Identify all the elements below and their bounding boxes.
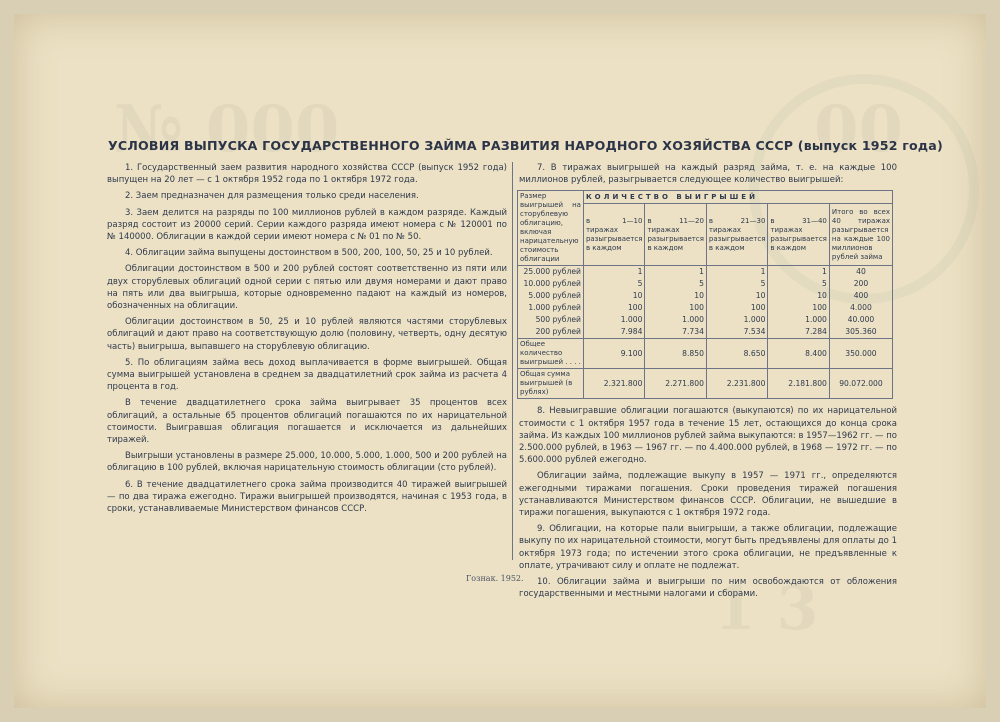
table-cell: 100 bbox=[706, 302, 767, 314]
table-cell: 10 bbox=[645, 290, 706, 302]
table-cell: 100 bbox=[583, 302, 644, 314]
table-cell-total: 40.000 bbox=[829, 314, 892, 326]
table-header-col: в 31—40 тиражах разыгрывается в каждом bbox=[768, 204, 829, 266]
table-row-total-count bbox=[518, 339, 893, 369]
table-header-count: КОЛИЧЕСТВО ВЫИГРЫШЕЙ bbox=[583, 191, 892, 204]
table-header-prize: Размер выигрышей на сторублевую облигацию, включая нарицательную стоимость облигации bbox=[518, 191, 584, 266]
watermark-mark: 1 3 bbox=[714, 574, 819, 644]
prize-label: 1.000 рублей bbox=[518, 302, 584, 314]
table-header-col: в 21—30 тиражах разыгрывается в каждом bbox=[706, 204, 767, 266]
paragraph: В течение двадцатилетнего срока займа выигрывает 35 процентов всех облигаций, а остальные 65 процентов облигаций погашаются по их нарицательной стоимости. Выигравшая облигация погашается и исключается из дальнейших тиражей. bbox=[107, 398, 507, 446]
table-cell-total: 305.360 bbox=[829, 326, 892, 339]
document-title: УСЛОВИЯ ВЫПУСКА ГОСУДАРСТВЕННОГО ЗАЙМА РАЗВИТИЯ НАРОДНОГО ХОЗЯЙСТВА СССР (выпуск 1952 года) bbox=[108, 138, 943, 153]
table-cell: 7.734 bbox=[645, 326, 706, 339]
prize-label: 500 рублей bbox=[518, 314, 584, 326]
table-row bbox=[518, 266, 893, 279]
table-row bbox=[518, 314, 893, 326]
table-header-col: в 11—20 тиражах разыгрывается в каждом bbox=[645, 204, 706, 266]
right-column bbox=[519, 162, 897, 604]
table-cell-total: 4.000 bbox=[829, 302, 892, 314]
table-row-total-amount bbox=[518, 369, 893, 399]
table-cell-total: 40 bbox=[829, 266, 892, 279]
table-cell: 7.284 bbox=[768, 326, 829, 339]
table-cell: 1.000 bbox=[645, 314, 706, 326]
paragraph: 8. Невыигравшие облигации погашаются (выкупаются) по их нарицательной стоимости с 1 октября 1957 года в течение 15 лет, остающихся до конца срока займа. Из каждых 100 миллионов рублей займа выкупаются: в 1957—1962 гг. — по 2.500.000 рублей, в 1963 — 1967 гг. — по 4.400.000 рублей, в 1968 — 1972 гг. — по 5.600.000 рублей ежегодно. bbox=[519, 406, 897, 466]
winnings-table bbox=[517, 190, 893, 399]
paragraph: Облигации займа, подлежащие выкупу в 1957 — 1971 гг., определяются ежегодными тиражами погашения. Сроки проведения тиражей погашения устанавливаются Министерством финансов СССР. Облигации, не вышедшие в тиражи погашения, выкупаются с 1 октября 1972 года. bbox=[519, 471, 897, 519]
table-cell: 8.650 bbox=[706, 339, 767, 369]
paragraph: 7. В тиражах выигрышей на каждый разряд займа, т. е. на каждые 100 миллионов рублей, разыгрывается следующее количество выигрышей: bbox=[519, 163, 897, 186]
table-row bbox=[518, 326, 893, 339]
table-cell: 1.000 bbox=[706, 314, 767, 326]
prize-label: 10.000 рублей bbox=[518, 278, 584, 290]
watermark-mark: № 000 bbox=[114, 92, 340, 167]
paragraph: 3. Заем делится на разряды по 100 миллионов рублей в каждом разряде. Каждый разряд состоит из 20000 серий. Серии каждого разряда имеют номера с № 120001 по № 140000. Облигации в каждой серии имеют номера с № 01 по № 50. bbox=[107, 207, 507, 243]
paragraph: Выигрыши установлены в размере 25.000, 10.000, 5.000, 1.000, 500 и 200 рублей на облигацию в 100 рублей, включая нарицательную стоимость облигации (сто рублей). bbox=[107, 451, 507, 474]
table-header-col: Итого во всех 40 тиражах разыгрывается на каждые 100 миллионов рублей займа bbox=[829, 204, 892, 266]
table-cell: 7.984 bbox=[583, 326, 644, 339]
table-cell: 1.000 bbox=[583, 314, 644, 326]
table-cell: 5 bbox=[706, 278, 767, 290]
paragraph: 4. Облигации займа выпущены достоинством в 500, 200, 100, 50, 25 и 10 рублей. bbox=[125, 248, 493, 259]
table-cell: 9.100 bbox=[583, 339, 644, 369]
watermark-mark: 00 bbox=[814, 92, 904, 167]
table-cell: 10 bbox=[583, 290, 644, 302]
table-cell: 2.181.800 bbox=[768, 369, 829, 399]
paragraph: Облигации достоинством в 500 и 200 рублей состоят соответственно из пяти или двух сторублевых облигаций одной серии с пятью или двумя номерами и дают право на пять или два выигрыша, которые одновременно падают на каждый из номеров, обозначенных на облигации. bbox=[107, 264, 507, 312]
table-cell-total: 400 bbox=[829, 290, 892, 302]
table-cell: 5 bbox=[645, 278, 706, 290]
table-header-col: в 1—10 тиражах разыгрывается в каждом bbox=[583, 204, 644, 266]
prize-label: 5.000 рублей bbox=[518, 290, 584, 302]
paragraph: 2. Заем предназначен для размещения только среди населения. bbox=[125, 191, 419, 202]
table-row bbox=[518, 290, 893, 302]
sum-amount-label: Общая сумма выигрышей (в рублях) bbox=[518, 369, 584, 399]
table-cell: 100 bbox=[645, 302, 706, 314]
printer-imprint: Гознак. 1952. bbox=[466, 574, 524, 583]
paragraph: 5. По облигациям займа весь доход выплачивается в форме выигрышей. Общая сумма выигрышей установлена в среднем за двадцатилетний срок займа из расчета 4 процента в год. bbox=[107, 357, 507, 393]
column-divider bbox=[512, 162, 513, 560]
table-cell: 1 bbox=[645, 266, 706, 279]
sum-count-label: Общее количество выигрышей . . . . bbox=[518, 339, 584, 369]
prize-label: 25.000 рублей bbox=[518, 266, 584, 279]
table-cell: 8.400 bbox=[768, 339, 829, 369]
table-cell: 1 bbox=[768, 266, 829, 279]
table-row bbox=[518, 278, 893, 290]
table-cell: 1 bbox=[706, 266, 767, 279]
table-cell: 1 bbox=[583, 266, 644, 279]
table-cell: 8.850 bbox=[645, 339, 706, 369]
table-cell-total: 350.000 bbox=[829, 339, 892, 369]
table-cell: 7.534 bbox=[706, 326, 767, 339]
paragraph: 1. Государственный заем развития народного хозяйства СССР (выпуск 1952 года) выпущен на 20 лет — с 1 октября 1952 года по 1 октября 1972 года. bbox=[107, 163, 507, 186]
table-cell: 2.231.800 bbox=[706, 369, 767, 399]
paragraph: 9. Облигации, на которые пали выигрыши, а также облигации, подлежащие выкупу по их нарицательной стоимости, могут быть предъявлены для оплаты до 1 октября 1973 года; по истечении этого срока облигации, не предъявленные к оплате, утрачивают силу и оплате не подлежат. bbox=[519, 524, 897, 571]
table-cell-total: 200 bbox=[829, 278, 892, 290]
table-cell: 1.000 bbox=[768, 314, 829, 326]
table-row bbox=[518, 302, 893, 314]
left-column bbox=[107, 162, 507, 519]
table-cell: 2.321.800 bbox=[583, 369, 644, 399]
prize-label: 200 рублей bbox=[518, 326, 584, 339]
table-cell: 5 bbox=[768, 278, 829, 290]
table-cell: 10 bbox=[706, 290, 767, 302]
table-cell: 100 bbox=[768, 302, 829, 314]
paragraph: Облигации достоинством в 50, 25 и 10 рублей являются частями сторублевых облигаций и дают право на соответствующую долю (половину, четверть, одну десятую часть) выигрыша, выпавшего на сторублевую облигацию. bbox=[107, 317, 507, 352]
paragraph: 10. Облигации займа и выигрыши по ним освобождаются от обложения государственными и местными налогами и сборами. bbox=[519, 577, 897, 600]
table-cell: 2.271.800 bbox=[645, 369, 706, 399]
table-cell: 5 bbox=[583, 278, 644, 290]
table-cell: 10 bbox=[768, 290, 829, 302]
table-cell-total: 90.072.000 bbox=[829, 369, 892, 399]
paragraph: 6. В течение двадцатилетнего срока займа производится 40 тиражей выигрышей — по два тиража ежегодно. Тиражи выигрышей производятся, начиная с 1953 года, в сроки, устанавливаемые Министерством финансов СССР. bbox=[107, 479, 507, 515]
